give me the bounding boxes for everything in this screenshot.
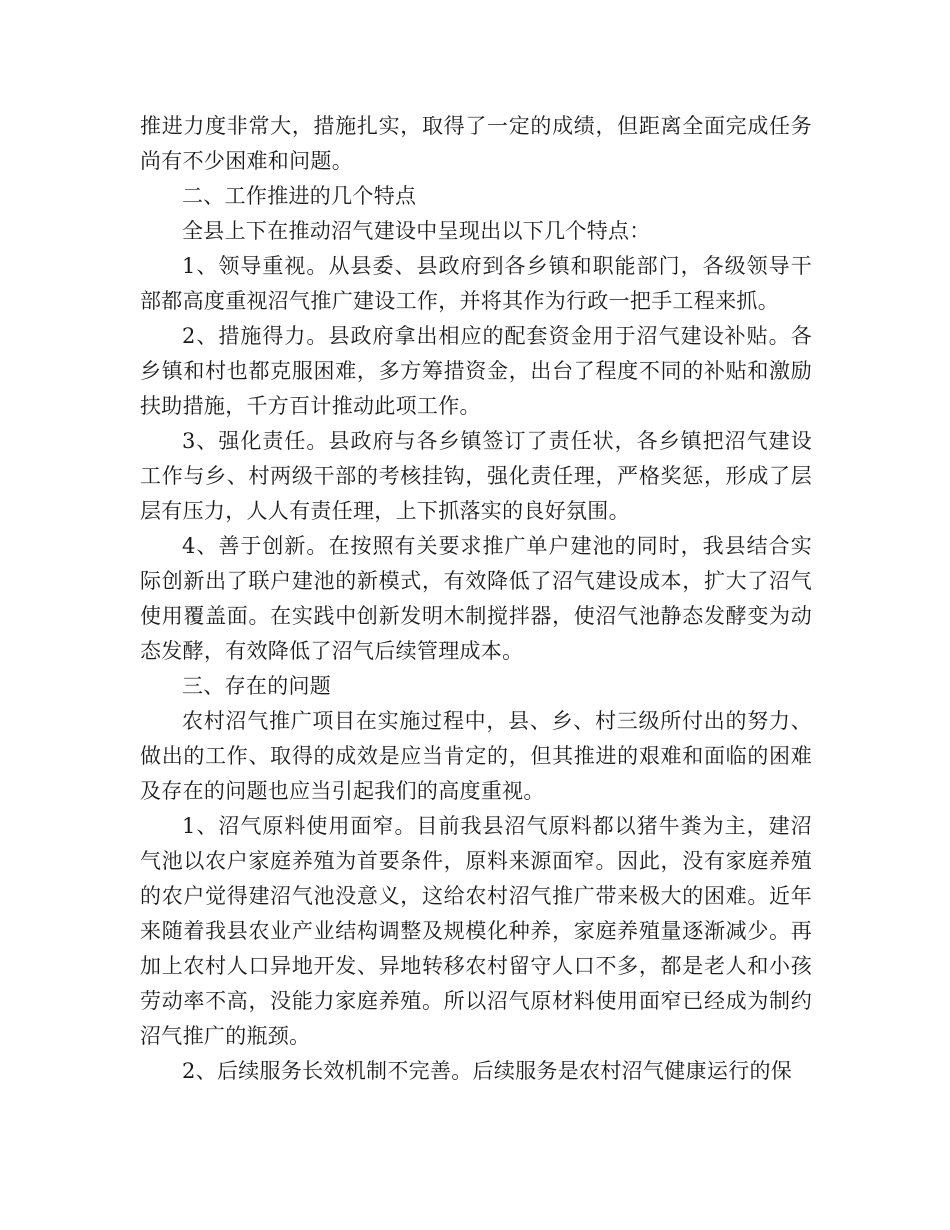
paragraph-problem-1: 1、沼气原料使用面窄。目前我县沼气原料都以猪牛粪为主，建沼气池以农户家庭养殖为首要条件，原料来源面窄。因此，没有家庭养殖的农户觉得建沼气池没意义，这给农村沼气推广带来极大的困难。近年来随着我县农业产业结构调整及规模化种养，家庭养殖量逐渐减少。再加上农村人口异地开发、异地转移农村留守人口不多，都是老人和小孩劳动率不高，没能力家庭养殖。所以沼气原材料使用面窄已经成为制约沼气推广的瓶颈。: [140, 814, 812, 1048]
paragraph-feature-3: 3、强化责任。县政府与各乡镇签订了责任状，各乡镇把沼气建设工作与乡、村两级干部的考核挂钩，强化责任理，严格奖惩，形成了层层有压力，人人有责任理，上下抓落实的良好氛围。: [140, 429, 812, 523]
paragraph-feature-2: 2、措施得力。县政府拿出相应的配套资金用于沼气建设补贴。各乡镇和村也都克服困难，多方筹措资金，出台了程度不同的补贴和激励扶助措施，千方百计推动此项工作。: [140, 324, 812, 418]
section-heading-problems: 三、存在的问题: [182, 674, 332, 698]
document-body: [140, 109, 812, 1089]
paragraph-features-intro: 全县上下在推动沼气建设中呈现出以下几个特点：: [182, 219, 651, 243]
paragraph-feature-4: 4、善于创新。在按照有关要求推广单户建池的同时，我县结合实际创新出了联户建池的新模式，有效降低了沼气建设成本，扩大了沼气使用覆盖面。在实践中创新发明木制搅拌器，使沼气池静态发酵变为动态发酵，有效降低了沼气后续管理成本。: [140, 534, 812, 663]
paragraph-problems-intro: 农村沼气推广项目在实施过程中，县、乡、村三级所付出的努力、做出的工作、取得的成效是应当肯定的，但其推进的艰难和面临的困难及存在的问题也应当引起我们的高度重视。: [140, 709, 812, 803]
paragraph-feature-1: 1、领导重视。从县委、县政府到各乡镇和职能部门，各级领导干部都高度重视沼气推广建设工作，并将其作为行政一把手工程来抓。: [140, 254, 812, 313]
paragraph-problem-2: 2、后续服务长效机制不完善。后续服务是农村沼气健康运行的保: [182, 1059, 793, 1083]
section-heading-features: 二、工作推进的几个特点: [182, 184, 417, 208]
paragraph-continuation: 推进力度非常大，措施扎实，取得了一定的成绩，但距离全面完成任务尚有不少困难和问题。: [140, 114, 812, 173]
